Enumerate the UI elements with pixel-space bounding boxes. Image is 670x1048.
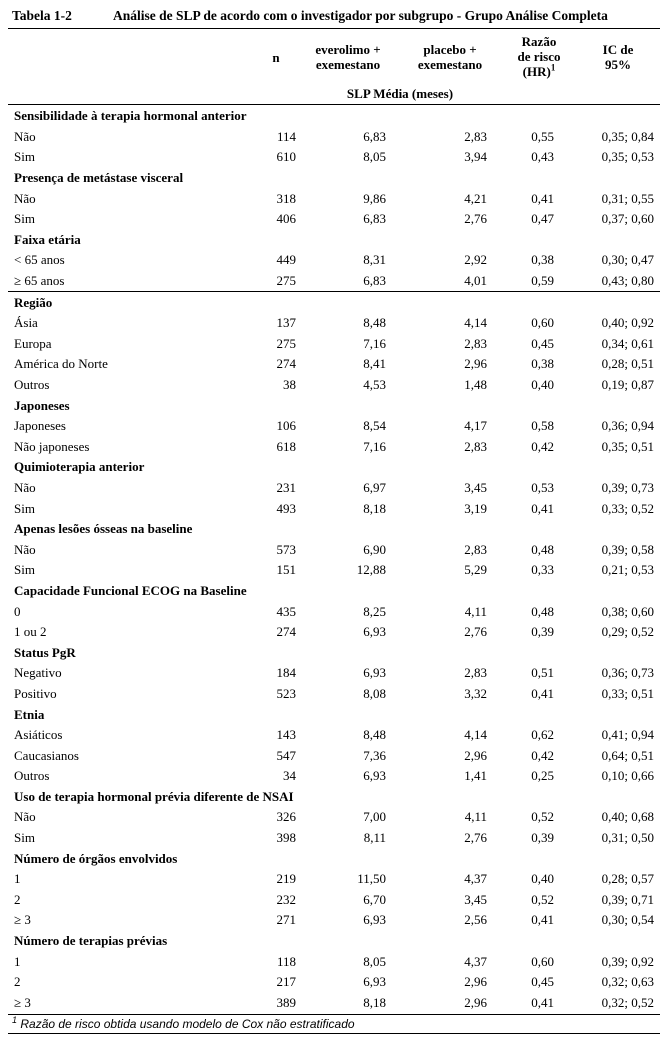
cell-hr: 0,39 <box>531 624 554 640</box>
cell-e: 8,05 <box>363 149 386 165</box>
cell-ci: 0,41; 0,94 <box>601 727 654 743</box>
cell-n: 389 <box>276 994 296 1010</box>
cell-p: 2,56 <box>464 912 487 928</box>
cell-n: 493 <box>276 500 296 516</box>
bottom-rule <box>8 1014 660 1015</box>
cell-p: 4,11 <box>464 603 487 619</box>
group-header-row <box>8 457 660 478</box>
cell-p: 4,01 <box>464 273 487 289</box>
cell-ci: 0,33; 0,51 <box>601 685 654 701</box>
cell-n: 143 <box>276 727 296 743</box>
table-row <box>8 375 660 396</box>
cell-e: 7,16 <box>363 335 386 351</box>
cell-p: 3,32 <box>464 685 487 701</box>
cell-ci: 0,29; 0,52 <box>601 624 654 640</box>
cell-label: Asiáticos <box>14 727 63 743</box>
cell-p: 4,17 <box>464 418 487 434</box>
group-header-row <box>8 230 660 251</box>
cell-p: 2,96 <box>464 356 487 372</box>
cell-ci: 0,21; 0,53 <box>601 562 654 578</box>
cell-n: 523 <box>276 685 296 701</box>
cell-p: 2,76 <box>464 830 487 846</box>
cell-hr: 0,52 <box>531 809 554 825</box>
cell-e: 6,93 <box>363 768 386 784</box>
cell-label: Sim <box>14 211 35 227</box>
cell-label: Europa <box>14 335 52 351</box>
table-row <box>8 684 660 705</box>
cell-n: 618 <box>276 438 296 454</box>
cell-hr: 0,41 <box>531 912 554 928</box>
subgroup-table <box>8 106 660 1013</box>
cell-n: 406 <box>276 211 296 227</box>
cell-hr: 0,55 <box>531 128 554 144</box>
cell-label: Ásia <box>14 315 38 331</box>
cell-label: ≥ 3 <box>14 912 31 928</box>
group-header-row <box>8 395 660 416</box>
cell-hr: 0,41 <box>531 190 554 206</box>
cell-label: 1 ou 2 <box>14 624 47 640</box>
table-row <box>8 334 660 355</box>
table-row <box>8 313 660 334</box>
cell-label: 1 <box>14 871 21 887</box>
cell-p: 2,92 <box>464 252 487 268</box>
cell-e: 6,97 <box>363 479 386 495</box>
table-row <box>8 498 660 519</box>
cell-e: 8,05 <box>363 953 386 969</box>
table-row <box>8 910 660 931</box>
cell-ci: 0,31; 0,50 <box>601 830 654 846</box>
cell-ci: 0,33; 0,52 <box>601 500 654 516</box>
cell-label: Quimioterapia anterior <box>14 459 145 475</box>
cell-p: 2,83 <box>464 438 487 454</box>
group-header-row <box>8 106 660 127</box>
cell-hr: 0,41 <box>531 685 554 701</box>
cell-label: Não <box>14 479 36 495</box>
cell-ci: 0,35; 0,51 <box>601 438 654 454</box>
table-row <box>8 437 660 458</box>
cell-e: 8,48 <box>363 315 386 331</box>
cell-e: 12,88 <box>356 562 386 578</box>
cell-n: 271 <box>276 912 296 928</box>
cell-p: 2,83 <box>464 541 487 557</box>
cell-label: Não japoneses <box>14 438 90 454</box>
cell-hr: 0,51 <box>531 665 554 681</box>
table-row <box>8 147 660 168</box>
table-number: Tabela 1-2 <box>12 8 72 23</box>
cell-hr: 0,38 <box>531 356 554 372</box>
cell-hr: 0,59 <box>531 273 554 289</box>
table-title: Análise de SLP de acordo com o investigador por subgrupo - Grupo Análise Completa <box>113 8 608 23</box>
cell-label: Não <box>14 541 36 557</box>
cell-p: 2,96 <box>464 747 487 763</box>
cell-e: 8,48 <box>363 727 386 743</box>
cell-ci: 0,32; 0,63 <box>601 974 654 990</box>
table-row <box>8 663 660 684</box>
header-rule <box>8 104 660 105</box>
cell-n: 184 <box>276 665 296 681</box>
cell-label: ≥ 65 anos <box>14 273 65 289</box>
table-row <box>8 869 660 890</box>
cell-label: Sim <box>14 562 35 578</box>
cell-label: Número de terapias prévias <box>14 933 168 949</box>
cell-n: 610 <box>276 149 296 165</box>
cell-n: 318 <box>276 190 296 206</box>
cell-label: Outros <box>14 768 50 784</box>
cell-e: 6,70 <box>363 891 386 907</box>
cell-ci: 0,39; 0,92 <box>601 953 654 969</box>
cell-n: 106 <box>276 418 296 434</box>
cell-ci: 0,38; 0,60 <box>601 603 654 619</box>
cell-n: 114 <box>276 128 296 144</box>
cell-e: 6,83 <box>363 128 386 144</box>
cell-ci: 0,19; 0,87 <box>601 377 654 393</box>
cell-ci: 0,39; 0,71 <box>601 891 654 907</box>
cell-hr: 0,42 <box>531 747 554 763</box>
table-row <box>8 601 660 622</box>
cell-e: 8,54 <box>363 418 386 434</box>
cell-label: Negativo <box>14 665 62 681</box>
cell-p: 4,14 <box>464 727 487 743</box>
cell-ci: 0,30; 0,47 <box>601 252 654 268</box>
header-median-pfs: SLP Média (meses) <box>346 86 454 101</box>
cell-label: Não <box>14 190 36 206</box>
group-header-row <box>8 519 660 540</box>
cell-label: Capacidade Funcional ECOG na Baseline <box>14 582 247 598</box>
cell-e: 8,31 <box>363 252 386 268</box>
table-row <box>8 622 660 643</box>
cell-ci: 0,39; 0,58 <box>601 541 654 557</box>
cell-n: 137 <box>276 315 296 331</box>
cell-hr: 0,47 <box>531 211 554 227</box>
cell-hr: 0,52 <box>531 891 554 907</box>
table-row <box>8 725 660 746</box>
cell-hr: 0,41 <box>531 500 554 516</box>
cell-e: 6,93 <box>363 624 386 640</box>
cell-hr: 0,48 <box>531 603 554 619</box>
cell-p: 3,94 <box>464 149 487 165</box>
top-rule <box>8 28 660 29</box>
cell-n: 398 <box>276 830 296 846</box>
cell-hr: 0,40 <box>531 377 554 393</box>
cell-e: 7,36 <box>363 747 386 763</box>
cell-hr: 0,60 <box>531 315 554 331</box>
group-header-row <box>8 848 660 869</box>
cell-ci: 0,28; 0,51 <box>601 356 654 372</box>
cell-hr: 0,53 <box>531 479 554 495</box>
table-row <box>8 209 660 230</box>
group-header-row <box>8 787 660 808</box>
table-row <box>8 250 660 271</box>
cell-e: 8,25 <box>363 603 386 619</box>
cell-label: Não <box>14 128 36 144</box>
cell-n: 118 <box>276 953 296 969</box>
cell-p: 3,45 <box>464 891 487 907</box>
group-header-row <box>8 642 660 663</box>
header-n: n <box>272 50 280 65</box>
cell-e: 6,83 <box>363 211 386 227</box>
header-confidence-interval: IC de 95% <box>602 42 634 72</box>
cell-label: Status PgR <box>14 644 76 660</box>
cell-label: Região <box>8 292 660 313</box>
cell-p: 3,19 <box>464 500 487 516</box>
cell-ci: 0,36; 0,73 <box>601 665 654 681</box>
cell-e: 8,18 <box>363 500 386 516</box>
cell-label: Positivo <box>14 685 57 701</box>
cell-n: 274 <box>276 624 296 640</box>
cell-hr: 0,38 <box>531 252 554 268</box>
table-row <box>8 271 660 292</box>
cell-label: Sensibilidade à terapia hormonal anterior <box>14 108 247 124</box>
cell-p: 4,37 <box>464 953 487 969</box>
cell-p: 2,96 <box>464 974 487 990</box>
cell-hr: 0,58 <box>531 418 554 434</box>
cell-ci: 0,35; 0,84 <box>601 128 654 144</box>
cell-p: 4,11 <box>464 809 487 825</box>
cell-e: 4,53 <box>363 377 386 393</box>
footnote: $^1$ Razão de risco obtida usando modelo de Cox não estratificado <box>12 1015 355 1031</box>
cell-ci: 0,10; 0,66 <box>601 768 654 784</box>
cell-ci: 0,37; 0,60 <box>601 211 654 227</box>
cell-label: Apenas lesões ósseas na baseline <box>14 521 193 537</box>
cell-e: 8,41 <box>363 356 386 372</box>
cell-e: 6,93 <box>363 974 386 990</box>
cell-p: 1,48 <box>464 377 487 393</box>
cell-e: 6,90 <box>363 541 386 557</box>
cell-hr: 0,40 <box>531 871 554 887</box>
table-row <box>8 539 660 560</box>
header-everolimus: everolimo + exemestano <box>315 42 381 72</box>
cell-n: 449 <box>276 252 296 268</box>
cell-label: Número de órgãos envolvidos <box>14 850 178 866</box>
cell-ci: 0,32; 0,52 <box>601 994 654 1010</box>
cell-hr: 0,48 <box>531 541 554 557</box>
cell-ci: 0,31; 0,55 <box>601 190 654 206</box>
cell-label: Caucasianos <box>14 747 79 763</box>
cell-e: 8,18 <box>363 994 386 1010</box>
table-row <box>8 188 660 209</box>
cell-p: 2,76 <box>464 211 487 227</box>
cell-label: Presença de metástase visceral <box>14 170 184 186</box>
cell-hr: 0,41 <box>531 994 554 1010</box>
table-row <box>8 478 660 499</box>
table-row <box>8 745 660 766</box>
cell-n: 573 <box>276 541 296 557</box>
cell-label: Japoneses <box>14 418 66 434</box>
cell-p: 2,83 <box>464 128 487 144</box>
table-row <box>8 972 660 993</box>
cell-hr: 0,60 <box>531 953 554 969</box>
cell-label: ≥ 3 <box>14 994 31 1010</box>
cell-e: 11,50 <box>357 871 386 887</box>
table-row <box>8 951 660 972</box>
table-row <box>8 127 660 148</box>
cell-label: Sim <box>14 500 35 516</box>
header-hazard-ratio: Razão de risco (HR)$^1$ <box>517 34 561 79</box>
cell-n: 547 <box>276 747 296 763</box>
group-header-row <box>8 292 660 313</box>
cell-e: 6,83 <box>363 273 386 289</box>
cell-label: Outros <box>14 377 50 393</box>
cell-ci: 0,43; 0,80 <box>601 273 654 289</box>
cell-e: 7,00 <box>363 809 386 825</box>
cell-ci: 0,34; 0,61 <box>601 335 654 351</box>
cell-label: Sim <box>14 830 35 846</box>
group-header-row <box>8 168 660 189</box>
cell-e: 6,93 <box>363 912 386 928</box>
cell-ci: 0,39; 0,73 <box>601 479 654 495</box>
cell-e: 6,93 <box>363 665 386 681</box>
cell-label: 1 <box>14 953 21 969</box>
cell-n: 275 <box>276 273 296 289</box>
cell-ci: 0,64; 0,51 <box>601 747 654 763</box>
cell-hr: 0,33 <box>531 562 554 578</box>
group-header-row <box>8 704 660 725</box>
cell-p: 2,83 <box>464 665 487 681</box>
cell-n: 217 <box>276 974 296 990</box>
cell-n: 275 <box>276 335 296 351</box>
cell-p: 2,83 <box>464 335 487 351</box>
cell-label: Faixa etária <box>14 231 81 247</box>
cell-n: 232 <box>276 891 296 907</box>
cell-p: 4,21 <box>464 190 487 206</box>
table-row <box>8 890 660 911</box>
table-row <box>8 828 660 849</box>
cell-ci: 0,30; 0,54 <box>601 912 654 928</box>
cell-label: Etnia <box>14 706 45 722</box>
cell-label: América do Norte <box>14 356 108 372</box>
cell-label: Uso de terapia hormonal prévia diferente de NSAI <box>14 788 294 804</box>
cell-ci: 0,28; 0,57 <box>601 871 654 887</box>
cell-ci: 0,36; 0,94 <box>601 418 654 434</box>
cell-e: 7,16 <box>363 438 386 454</box>
table-row <box>8 560 660 581</box>
cell-n: 326 <box>276 809 296 825</box>
cell-p: 5,29 <box>464 562 487 578</box>
cell-p: 2,76 <box>464 624 487 640</box>
cell-label: Japoneses <box>14 397 70 413</box>
cell-n: 435 <box>276 603 296 619</box>
cell-hr: 0,45 <box>531 335 554 351</box>
cell-label: 2 <box>14 891 21 907</box>
cell-p: 4,14 <box>464 315 487 331</box>
group-header-row <box>8 931 660 952</box>
cell-n: 151 <box>276 562 296 578</box>
cell-label: < 65 anos <box>14 252 65 268</box>
table-row <box>8 354 660 375</box>
cell-e: 8,11 <box>363 830 386 846</box>
cell-label: 0 <box>14 603 21 619</box>
cell-p: 1,41 <box>464 768 487 784</box>
cell-n: 38 <box>283 377 296 393</box>
cell-hr: 0,25 <box>531 768 554 784</box>
cell-n: 219 <box>276 871 296 887</box>
cell-n: 34 <box>283 768 296 784</box>
cell-p: 2,96 <box>464 994 487 1010</box>
table-row <box>8 807 660 828</box>
footnote-rule <box>8 1033 660 1034</box>
cell-ci: 0,35; 0,53 <box>601 149 654 165</box>
cell-e: 8,08 <box>363 685 386 701</box>
table-row <box>8 766 660 787</box>
cell-hr: 0,42 <box>531 438 554 454</box>
header-placebo: placebo + exemestano <box>417 42 483 72</box>
table-row <box>8 993 660 1014</box>
cell-p: 3,45 <box>464 479 487 495</box>
cell-hr: 0,43 <box>531 149 554 165</box>
cell-label: 2 <box>14 974 21 990</box>
cell-hr: 0,62 <box>531 727 554 743</box>
table-caption <box>12 8 662 24</box>
cell-n: 274 <box>276 356 296 372</box>
cell-hr: 0,45 <box>531 974 554 990</box>
cell-label: Não <box>14 809 36 825</box>
cell-ci: 0,40; 0,92 <box>601 315 654 331</box>
cell-hr: 0,39 <box>531 830 554 846</box>
cell-ci: 0,40; 0,68 <box>601 809 654 825</box>
cell-n: 231 <box>276 479 296 495</box>
group-header-row <box>8 581 660 602</box>
cell-e: 9,86 <box>363 190 386 206</box>
table-row <box>8 416 660 437</box>
cell-label: Sim <box>14 149 35 165</box>
cell-p: 4,37 <box>464 871 487 887</box>
